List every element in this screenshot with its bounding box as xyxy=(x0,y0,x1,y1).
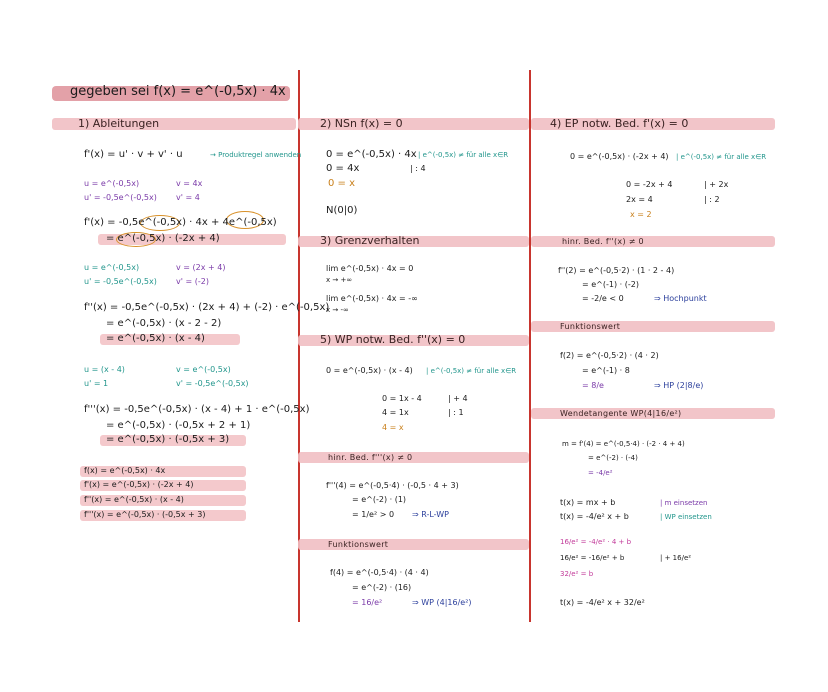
limit-minus-inf-sub: x → -∞ xyxy=(326,306,349,314)
u2-derivative: u' = -0,5e^(-0,5x) xyxy=(84,277,157,286)
limit-plus-inf-sub: x → +∞ xyxy=(326,276,353,284)
col1-heading: 1) Ableitungen xyxy=(78,117,160,130)
ep-op3: | : 2 xyxy=(704,195,720,204)
third-derivative-line1: f'''(x) = -0,5e^(-0,5x) · (x - 4) + 1 · e^(-0,5x) xyxy=(84,404,310,415)
grenzverhalten-heading: 3) Grenzverhalten xyxy=(320,234,420,247)
wp-line3: 4 = 1x xyxy=(382,408,409,417)
wp-op3: | : 1 xyxy=(448,408,464,417)
v1: v = 4x xyxy=(176,179,203,188)
summary-f: f(x) = e^(-0,5x) · 4x xyxy=(84,466,166,475)
summary-f1: f'(x) = e^(-0,5x) · (-2x + 4) xyxy=(84,480,194,489)
summary-f2: f''(x) = e^(-0,5x) · (x - 4) xyxy=(84,495,184,504)
tangent-note-m: | m einsetzen xyxy=(660,499,708,507)
nsn-note: | e^(-0,5x) ≠ für alle x∈R xyxy=(418,151,509,159)
second-derivative-line2: = e^(-0,5x) · (x - 2 - 2) xyxy=(106,318,222,329)
hinr-bed-wp-line2: = e^(-2) · (1) xyxy=(352,495,407,504)
limit-plus-inf: lim e^(-0,5x) · 4x = 0 xyxy=(326,264,414,273)
tangent-equation: t(x) = -4/e² x + 32/e² xyxy=(560,598,645,607)
ep-line1: 0 = e^(-0,5x) · (-2x + 4) xyxy=(570,152,669,161)
nsn-line2: 0 = 4x xyxy=(326,163,360,174)
funktionswert-wp-heading: Funktionswert xyxy=(328,540,389,549)
product-rule-note: → Produktregel anwenden xyxy=(210,151,302,159)
slope-line3: = -4/e² xyxy=(588,469,613,477)
tangent-general: t(x) = mx + b xyxy=(560,498,616,507)
nsn-line3: 0 = x xyxy=(328,178,356,189)
u1-derivative: u' = -0,5e^(-0,5x) xyxy=(84,193,157,202)
funktionswert-ep-line3: = 8/e xyxy=(582,381,604,390)
v2: v = (2x + 4) xyxy=(176,263,226,272)
funktionswert-wp-line2: = e^(-2) · (16) xyxy=(352,583,412,592)
intercept-line1: 16/e² = -4/e² · 4 + b xyxy=(560,538,632,546)
hinr-bed-ep-heading: hinr. Bed. f''(x) ≠ 0 xyxy=(562,237,644,246)
wp-note: | e^(-0,5x) ≠ für alle x∈R xyxy=(426,367,517,375)
second-derivative-line3: = e^(-0,5x) · (x - 4) xyxy=(106,333,205,344)
wp-line2: 0 = 1x - 4 xyxy=(382,394,422,403)
funktionswert-ep-line1: f(2) = e^(-0,5·2) · (4 · 2) xyxy=(560,351,659,360)
summary-f3: f'''(x) = e^(-0,5x) · (-0,5x + 3) xyxy=(84,510,206,519)
hinr-bed-ep-line3: = -2/e < 0 xyxy=(582,294,624,303)
wp-line4: 4 = x xyxy=(382,423,404,432)
hinr-bed-ep-line1: f''(2) = e^(-0,5·2) · (1 · 2 - 4) xyxy=(558,266,675,275)
slope-line1: m = f'(4) = e^(-0,5·4) · (-2 · 4 + 4) xyxy=(562,440,685,448)
hinr-bed-wp-result: ⇒ R-L-WP xyxy=(412,510,449,519)
ep-note: | e^(-0,5x) ≠ für alle x∈R xyxy=(676,153,767,161)
col2-heading: 2) NSn f(x) = 0 xyxy=(320,117,403,130)
slope-line2: = e^(-2) · (-4) xyxy=(588,454,638,462)
ep-line3: 2x = 4 xyxy=(626,195,653,204)
wp-line1: 0 = e^(-0,5x) · (x - 4) xyxy=(326,366,413,375)
hinr-bed-wp-line3: = 1/e² > 0 xyxy=(352,510,395,519)
intercept-line2: 16/e² = -16/e² + b xyxy=(560,554,625,562)
first-derivative-line2: = e^(-0,5x) · (-2x + 4) xyxy=(106,233,220,244)
nsn-result: N(0|0) xyxy=(326,205,358,216)
v3: v = e^(-0,5x) xyxy=(176,365,231,374)
third-derivative-line3: = e^(-0,5x) · (-0,5x + 3) xyxy=(106,434,230,445)
first-derivative-line1: f'(x) = -0,5e^(-0,5x) · 4x + 4e^(-0,5x) xyxy=(84,217,277,228)
first-derivative-rule: f'(x) = u' · v + v' · u xyxy=(84,149,183,160)
second-derivative-line1: f''(x) = -0,5e^(-0,5x) · (2x + 4) + (-2) · e^(-0,5x) xyxy=(84,302,330,313)
wp-op2: | + 4 xyxy=(448,394,468,403)
hp-point: ⇒ HP (2|8/e) xyxy=(654,381,704,390)
ep-op2: | + 2x xyxy=(704,180,729,189)
hinr-bed-ep-line2: = e^(-1) · (-2) xyxy=(582,280,639,289)
third-derivative-line2: = e^(-0,5x) · (-0,5x + 2 + 1) xyxy=(106,420,251,431)
tangent-with-m: t(x) = -4/e² x + b xyxy=(560,512,629,521)
page-title: gegeben sei f(x) = e^(-0,5x) · 4x xyxy=(70,84,286,99)
ep-line2: 0 = -2x + 4 xyxy=(626,180,673,189)
wendetangente-heading: Wendetangente WP(4|16/e²) xyxy=(560,409,682,418)
hinr-bed-wp-heading: hinr. Bed. f'''(x) ≠ 0 xyxy=(328,453,413,462)
u3: u = (x - 4) xyxy=(84,365,125,374)
ep-line4: x = 2 xyxy=(630,210,652,219)
intercept-op: | + 16/e² xyxy=(660,554,692,562)
funktionswert-ep-line2: = e^(-1) · 8 xyxy=(582,366,630,375)
funktionswert-ep-heading: Funktionswert xyxy=(560,322,621,331)
v1-derivative: v' = 4 xyxy=(176,193,200,202)
limit-minus-inf: lim e^(-0,5x) · 4x = -∞ xyxy=(326,294,418,303)
v2-derivative: v' = (-2) xyxy=(176,277,209,286)
hinr-bed-wp-line1: f'''(4) = e^(-0,5·4) · (-0,5 · 4 + 3) xyxy=(326,481,459,490)
wp-point: ⇒ WP (4|16/e²) xyxy=(412,598,472,607)
u3-derivative: u' = 1 xyxy=(84,379,109,388)
u1: u = e^(-0,5x) xyxy=(84,179,140,188)
col3-heading: 4) EP notw. Bed. f'(x) = 0 xyxy=(550,117,689,130)
funktionswert-wp-line3: = 16/e² xyxy=(352,598,383,607)
u2: u = e^(-0,5x) xyxy=(84,263,140,272)
hochpunkt-label: ⇒ Hochpunkt xyxy=(654,294,707,303)
intercept-line3: 32/e² = b xyxy=(560,570,594,578)
wp-heading: 5) WP notw. Bed. f''(x) = 0 xyxy=(320,333,466,346)
nsn-op: | : 4 xyxy=(410,164,426,173)
funktionswert-wp-line1: f(4) = e^(-0,5·4) · (4 · 4) xyxy=(330,568,429,577)
v3-derivative: v' = -0,5e^(-0,5x) xyxy=(176,379,249,388)
column-divider-right xyxy=(529,70,531,622)
tangent-note-wp: | WP einsetzen xyxy=(660,513,712,521)
nsn-line1: 0 = e^(-0,5x) · 4x xyxy=(326,149,417,160)
